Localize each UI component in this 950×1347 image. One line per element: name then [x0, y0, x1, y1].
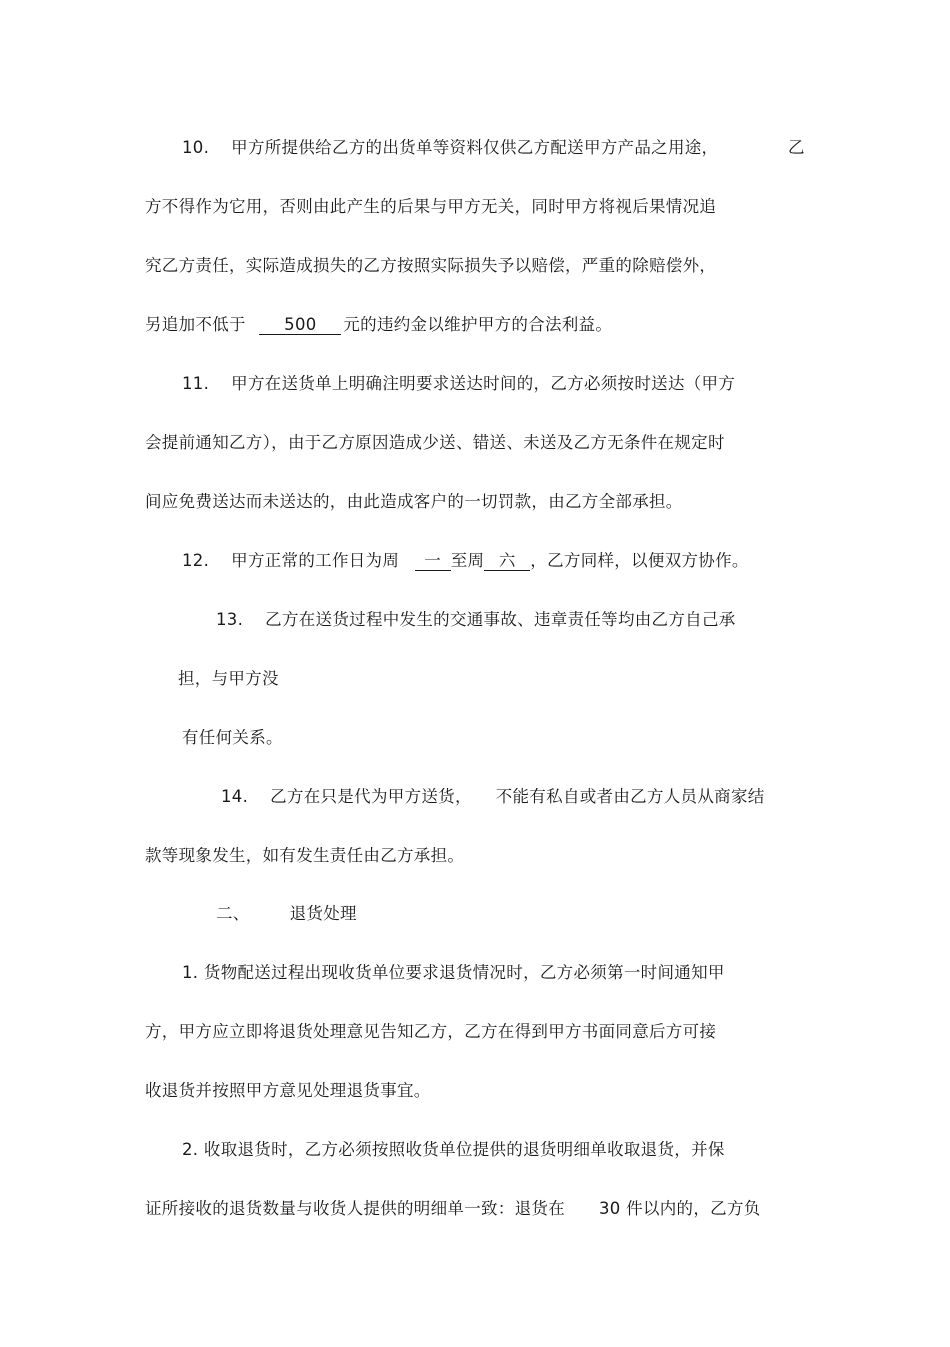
clause-12-line-1	[182, 550, 749, 572]
return-2-text-b: 30 件以内的，乙方负	[599, 1199, 761, 1218]
clause-13-line-3: 有任何关系。	[182, 728, 283, 747]
clause-11-line-3: 间应免费送达而未送达的，由此造成客户的一切罚款，由乙方全部承担。	[145, 492, 683, 511]
clause-13-number: 13.	[216, 610, 244, 629]
clause-10-line-2: 方不得作为它用，否则由此产生的后果与甲方无关，同时甲方将视后果情况追	[145, 197, 717, 216]
penalty-amount: 500	[259, 316, 341, 335]
section-2-title: 退货处理	[289, 904, 357, 923]
clause-14-text-b: 不能有私自或者由乙方人员从商家结	[495, 787, 765, 806]
return-1-line-3: 收退货并按照甲方意见处理退货事宜。	[145, 1081, 431, 1100]
clause-10-line-3: 究乙方责任，实际造成损失的乙方按照实际损失予以赔偿，严重的除赔偿外，	[145, 256, 717, 275]
clause-10-text: 甲方所提供给乙方的出货单等资料仅供乙方配送甲方产品之用途，	[231, 138, 719, 157]
return-1-line-1: 1. 货物配送过程出现收货单位要求退货情况时，乙方必须第一时间通知甲	[182, 963, 725, 982]
clause-10-line-1-tail: 乙	[788, 138, 805, 157]
clause-10-line-4	[145, 314, 612, 336]
clause-14-line-2: 款等现象发生，如有发生责任由乙方承担。	[145, 846, 465, 865]
clause-13-line-1	[216, 609, 736, 631]
clause-11-number: 11.	[182, 374, 210, 393]
workday-start: 一	[415, 552, 451, 571]
clause-10-number: 10.	[182, 138, 210, 157]
clause-12-number: 12.	[182, 551, 210, 570]
return-1-line-2: 方，甲方应立即将退货处理意见告知乙方，乙方在得到甲方书面同意后方可接	[145, 1022, 717, 1041]
clause-12-middle: 至周	[450, 551, 485, 570]
clause-10-suffix: 元的违约金以维护甲方的合法利益。	[343, 315, 613, 334]
section-2-number: 二、	[216, 904, 250, 923]
workday-end: 六	[484, 552, 530, 571]
clause-14-line-1	[221, 786, 765, 808]
return-2-line-1: 2. 收取退货时，乙方必须按照收货单位提供的退货明细单收取退货，并保	[182, 1140, 725, 1159]
clause-10-line-1	[182, 137, 718, 159]
clause-14-number: 14.	[221, 787, 249, 806]
clause-13-line-2: 担，与甲方没	[178, 669, 279, 688]
return-2-text-a: 证所接收的退货数量与收货人提供的明细单一致：退货在	[145, 1199, 565, 1218]
return-2-line-2	[145, 1198, 761, 1220]
clause-14-text-a: 乙方在只是代为甲方送货，	[270, 787, 472, 806]
clause-12-suffix: ，乙方同样，以便双方协作。	[530, 551, 749, 570]
clause-11-line-1	[182, 373, 735, 395]
section-2-heading	[216, 903, 357, 925]
clause-10-prefix: 另追加不低于	[145, 315, 246, 334]
clause-12-prefix: 甲方正常的工作日为周	[231, 551, 400, 570]
clause-13-text: 乙方在送货过程中发生的交通事故、违章责任等均由乙方自己承	[265, 610, 736, 629]
clause-11-text: 甲方在送货单上明确注明要求送达时间的，乙方必须按时送达（甲方	[231, 374, 736, 393]
clause-11-line-2: 会提前通知乙方），由于乙方原因造成少送、错送、未送及乙方无条件在规定时	[145, 433, 725, 452]
